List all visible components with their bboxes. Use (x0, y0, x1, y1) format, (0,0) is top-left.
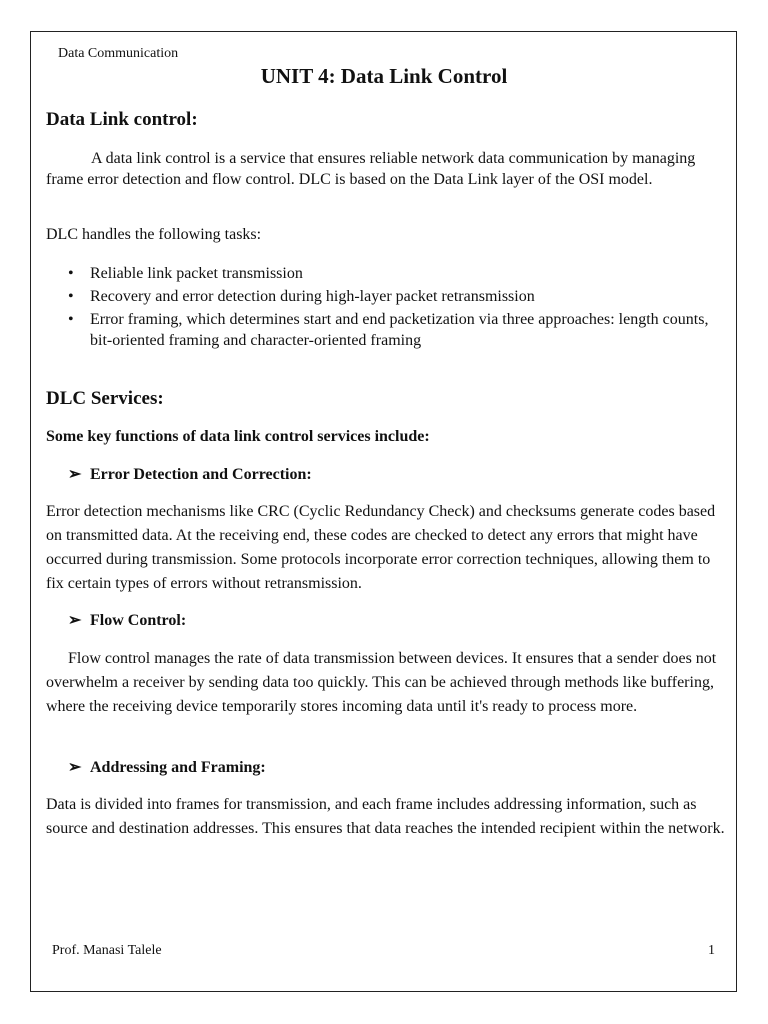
footer-author: Prof. Manasi Talele (52, 943, 162, 958)
flow-control-paragraph: Flow control manages the rate of data transmission between devices. It ensures that a sender does not overwhelm a receiver by sending data too quickly. This can be achieved through methods like buffering, where the receiving device temporarily stores incoming data until it's ready to process more. (46, 650, 717, 715)
bullet-icon: • (68, 288, 74, 305)
section-heading-data-link-control: Data Link control: (46, 109, 198, 130)
section-heading-dlc-services: DLC Services: (46, 388, 164, 409)
footer-page-number: 1 (708, 943, 715, 958)
subheading-text: Error Detection and Correction: (90, 466, 312, 483)
course-header: Data Communication (58, 46, 179, 61)
addressing-framing-paragraph: Data is divided into frames for transmission, and each frame includes addressing information, such as source and destination addresses. This ensures that data reaches the intended recipient within the network. (46, 796, 725, 837)
list-item-text: Error framing, which determines start and end packetization via three approaches: length counts, bit-oriented framing and character-oriented framing (90, 311, 709, 349)
bullet-icon: • (68, 311, 74, 328)
subheading-addressing-framing (68, 757, 266, 777)
subheading-error-detection (68, 464, 312, 484)
services-lead: Some key functions of data link control services include: (46, 428, 430, 445)
arrow-bullet-icon: ➢ (68, 612, 82, 629)
list-item (68, 263, 722, 284)
intro-paragraph: A data link control is a service that ensures reliable network data communication by managing frame error detection and flow control. DLC is based on the Data Link layer of the OSI model. (46, 150, 696, 188)
list-item (68, 309, 722, 351)
tasks-lead: DLC handles the following tasks: (46, 226, 262, 243)
bullet-icon: • (68, 265, 74, 282)
arrow-bullet-icon: ➢ (68, 759, 82, 776)
list-item (68, 286, 722, 307)
list-item-text: Reliable link packet transmission (90, 265, 303, 282)
list-item-text: Recovery and error detection during high-layer packet retransmission (90, 288, 535, 305)
subheading-text: Addressing and Framing: (90, 759, 266, 776)
tasks-list (68, 263, 722, 353)
arrow-bullet-icon: ➢ (68, 466, 82, 483)
unit-title: UNIT 4: Data Link Control (260, 64, 508, 88)
error-detection-paragraph: Error detection mechanisms like CRC (Cyclic Redundancy Check) and checksums generate codes based on transmitted data. At the receiving end, these codes are checked to detect any errors that might have occurred during transmission. Some protocols incorporate error correction techniques, allowing them to fix certain types of errors without retransmission. (46, 503, 716, 592)
subheading-flow-control (68, 610, 186, 630)
subheading-text: Flow Control: (90, 612, 187, 629)
